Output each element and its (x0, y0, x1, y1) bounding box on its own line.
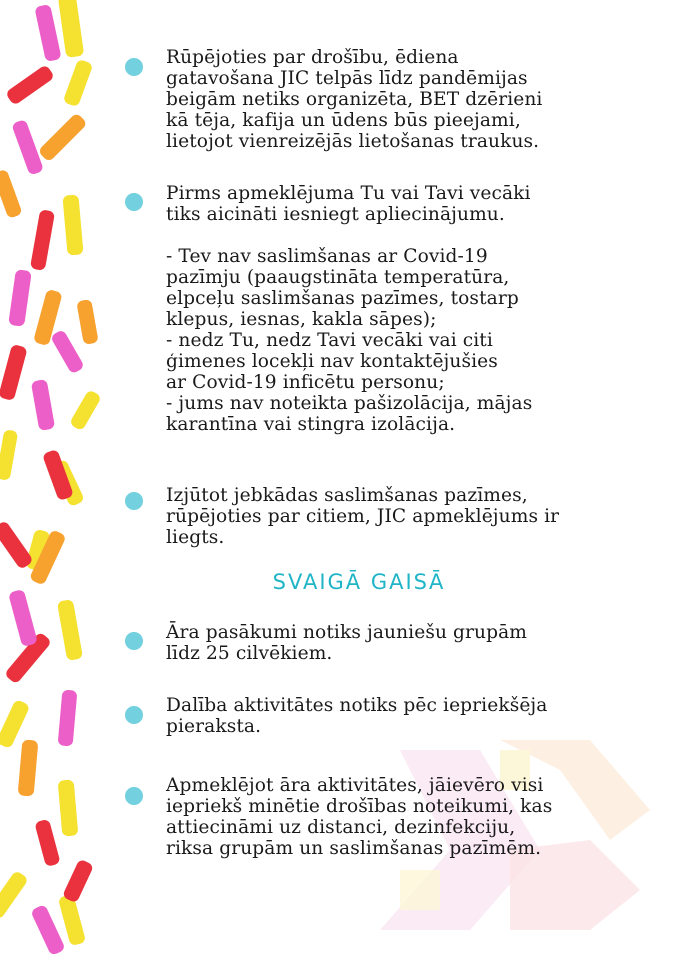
item-text: Dalība aktivitātes notiks pēc iepriekšēja pieraksta. (166, 695, 548, 737)
item-text: Izjūtot jebkādas saslimšanas pazīmes, rūpējoties par citiem, JIC apmeklējums ir liegts. (166, 485, 560, 548)
item-text: Rūpējoties par drošību, ēdiena gatavošana JIC telpās līdz pandēmijas beigām netiks organizēta, BET dzērieni kā tēja, kafija un ūdens būs pieejami, lietojot vienreizējās lietošanas traukus. (166, 47, 543, 152)
bullet-icon (125, 787, 143, 805)
item-text: Āra pasākumi notiks jauniešu grupām līdz 25 cilvēkiem. (166, 622, 528, 664)
bullet-icon (125, 632, 143, 650)
bullet-icon (125, 58, 143, 76)
bullet-icon (125, 706, 143, 724)
bullet-icon (125, 193, 143, 211)
item-text: Apmeklējot āra aktivitātes, jāievēro visi iepriekš minētie drošības noteikumi, kas attiecināmi uz distanci, dezinfekciju, riksa grupām un saslimšanas pazīmēm. (166, 775, 553, 859)
section-heading: SVAIGĀ GAISĀ (272, 570, 446, 594)
item-text: Pirms apmeklējuma Tu vai Tavi vecāki tiks aicināti iesniegt apliecinājumu. - Tev nav saslimšanas ar Covid-19 pazīmju (paaugstināta temperatūra, elpceļu saslimšanas pazīmes, tostarp klepus, iesnas, kakla sāpes); - nedz Tu, nedz Tavi vecāki vai citi ģimenes locekļi nav kontaktējušies ar Covid-19 inficētu personu; - jums nav noteikta pašizolācija, mājas karantīna vai stingra izolācija. (166, 183, 533, 435)
bullet-icon (125, 492, 143, 510)
